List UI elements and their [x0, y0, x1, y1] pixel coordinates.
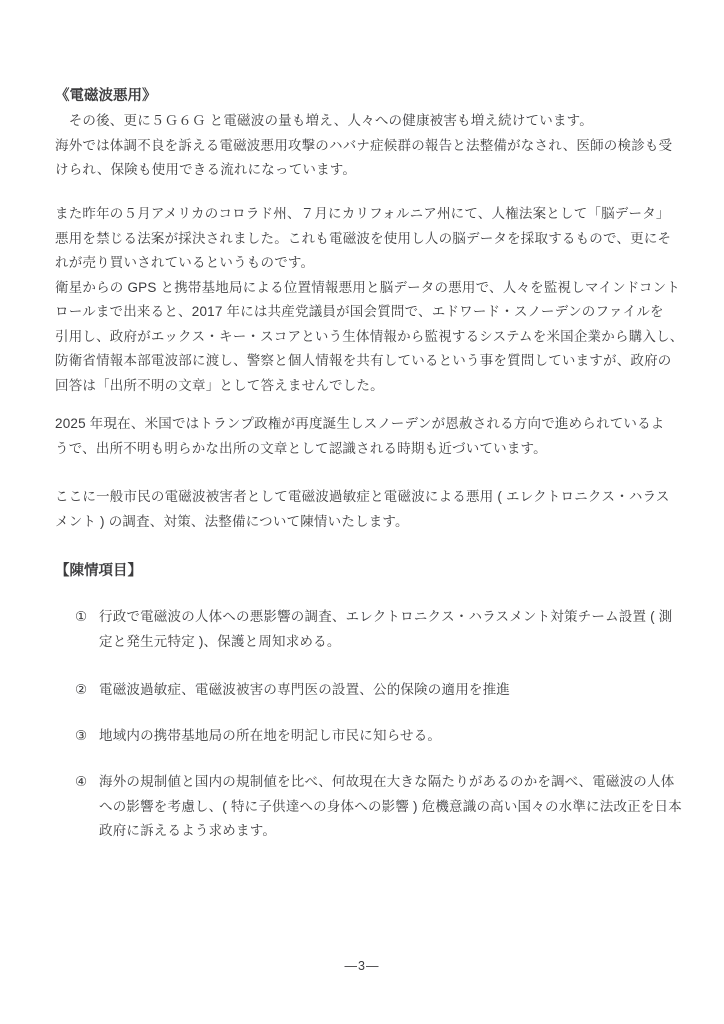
text-line: 回答は「出所不明の文章」として答えませんでした。: [55, 377, 384, 393]
text-line: れが売り買いされているというものです。: [55, 255, 315, 270]
text-line: 海外の規制値と国内の規制値を比べ、何故現在大きな隔たりがあるのかを調べ、電磁波の人体: [99, 774, 675, 789]
item-number: ①: [75, 609, 88, 624]
text-line: 地域内の携帯基地局の所在地を明記し市民に知らせる。: [99, 728, 442, 743]
paragraph-intro: [55, 109, 671, 183]
text-line: 定と発生元特定 )、保護と周知求める。: [99, 633, 341, 649]
petition-item-1: [75, 605, 671, 654]
text-line: 行政で電磁波の人体への悪影響の調査、エレクトロニクス・ハラスメント対策チーム設置 ( 測: [99, 609, 673, 624]
text-line: ここに一般市民の電磁波被害者として電磁波過敏症と電磁波による悪用 ( エレクトロニクス・ハラス: [55, 489, 670, 504]
text-line: メント ) の調査、対策、法整備について陳情いたします。: [55, 513, 409, 529]
text-line: 衛星からの GPS と携帯基地局による位置情報悪用と脳データの悪用で、人々を監視しマインドコント: [55, 279, 681, 295]
text-line: 電磁波過敏症、電磁波被害の専門医の設置、公的保険の適用を推進: [99, 682, 510, 697]
section-heading: 《電磁波悪用》: [55, 88, 157, 104]
text-line: 引用し、政府がエックス・キー・スコアという生体情報から監視するシステムを米国企業から購入し、: [55, 328, 684, 344]
page-number: —3—: [344, 959, 380, 973]
item-number: ②: [75, 682, 88, 697]
text-line: うで、出所不明も明らかな出所の文章として認識される時期も近づいています。: [55, 440, 547, 456]
petition-item-2: [75, 678, 671, 703]
text-line: 政府に訴えるよう求めます。: [99, 823, 277, 838]
petition-heading: 【陳情項目】: [55, 563, 142, 579]
text-line: への影響を考慮し、( 特に子供達への身体への影響 ) 危機意識の高い国々の水準に法改正を日本: [99, 798, 682, 814]
text-line: 悪用を禁じる法案が採決されました。これも電磁波を使用し人の脳データを採取するもので、更にそ: [55, 230, 672, 246]
text-line: また昨年の５月アメリカのコロラド州、７月にカリフォルニア州にて、人権法案として「脳データ」: [55, 206, 670, 221]
petition-item-3: [75, 724, 671, 749]
text-line: その後、更に５Ｇ６Ｇ と電磁波の量も増え、人々への健康被害も増え続けています。: [55, 113, 593, 128]
text-line: 2025 年現在、米国ではトランプ政権が再度誕生しスノーデンが恩赦される方向で進められているよ: [55, 416, 665, 431]
paragraph-petition-intro: [55, 485, 671, 534]
text-line: けられ、保険も使用できる流れになっています。: [55, 162, 357, 177]
petition-item-4: [75, 770, 682, 844]
item-number: ④: [75, 774, 88, 789]
text-line: 海外では体調不良を訴える電磁波悪用攻撃のハバナ症候群の報告と法整備がなされ、医師の検診も受: [55, 137, 673, 153]
paragraph-2025: [55, 412, 671, 461]
text-line: 防衛省情報本部電波部に渡し、警察と個人情報を共有しているという事を質問していますが、政府の: [55, 353, 672, 368]
text-line: ロールまで出来ると、2017 年には共産党議員が国会質問で、エドワード・スノーデンのファイルを: [55, 304, 664, 319]
item-number: ③: [75, 728, 88, 743]
paragraph-legislation: [55, 202, 684, 398]
